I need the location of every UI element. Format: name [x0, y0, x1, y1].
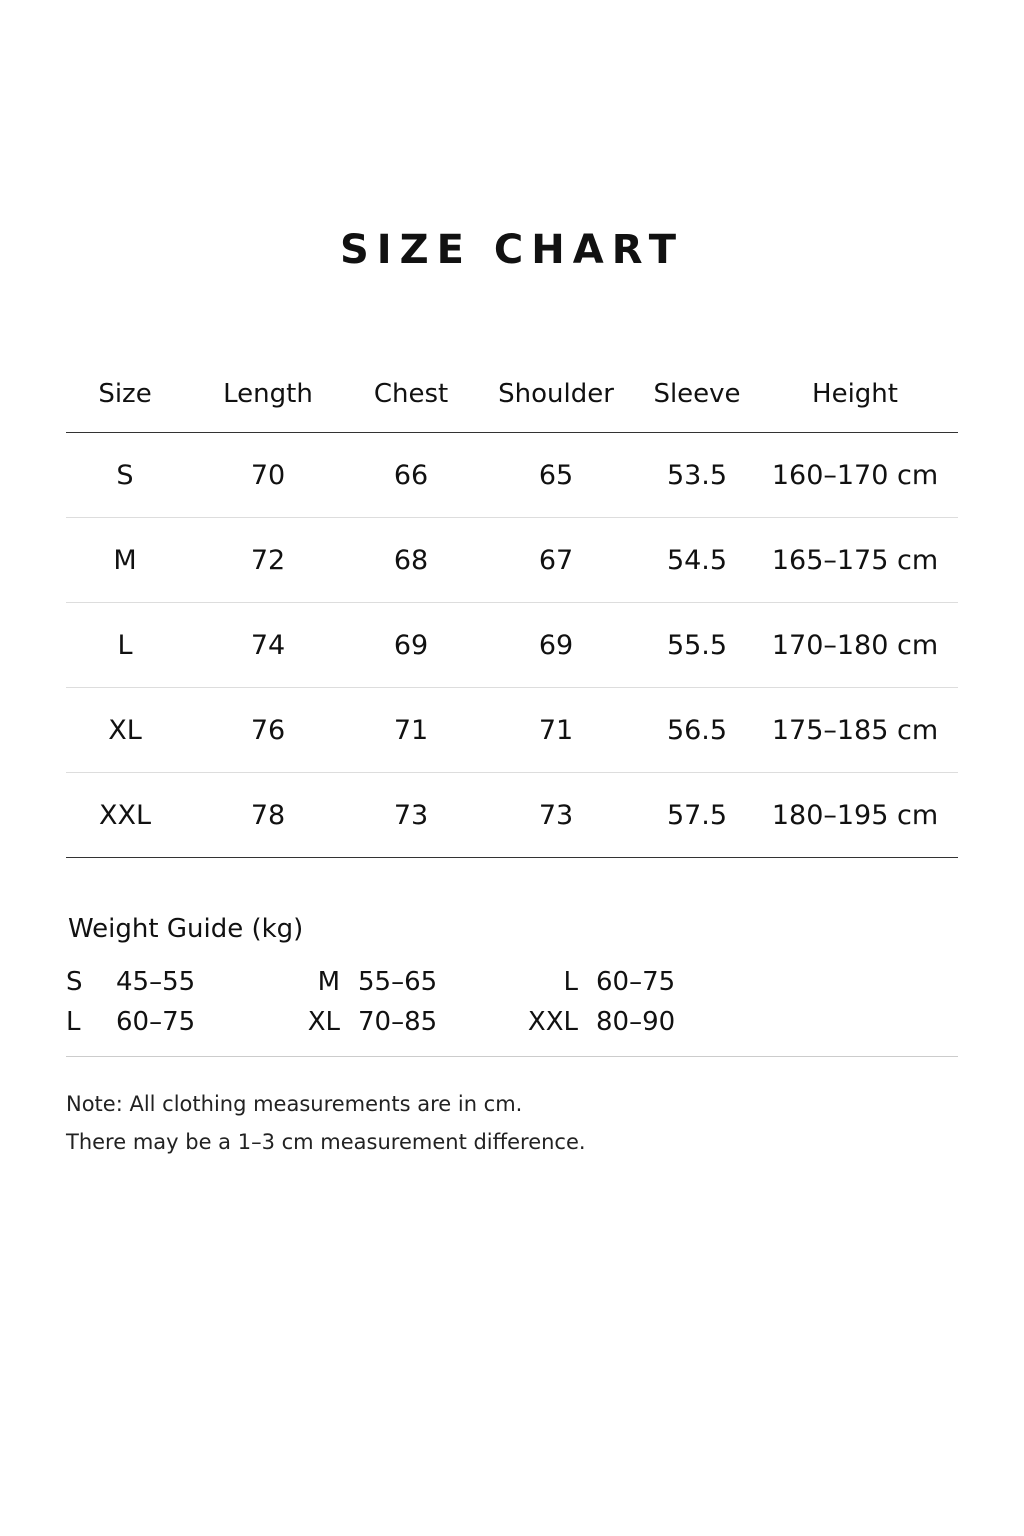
weight-size: L [66, 1007, 81, 1037]
weight-range: 60–75 [596, 967, 676, 997]
note-line-2: There may be a 1–3 cm measurement difference. [66, 1130, 586, 1154]
weight-row [66, 1002, 706, 1042]
weight-entry [296, 967, 516, 997]
cell-sleeve: 57.5 [642, 773, 752, 858]
weight-size: XXL [527, 1007, 578, 1037]
weight-size: XL [307, 1007, 340, 1037]
cell-height: 175–185 cm [752, 688, 958, 773]
cell-length: 78 [184, 773, 352, 858]
cell-size: XXL [66, 773, 184, 858]
weight-range: 45–55 [116, 967, 196, 997]
cell-height: 170–180 cm [752, 603, 958, 688]
page-title: SIZE CHART [339, 226, 685, 273]
cell-chest: 68 [352, 518, 470, 603]
cell-sleeve: 54.5 [642, 518, 752, 603]
weight-guide-grid [66, 962, 706, 1042]
weight-range: 55–65 [358, 967, 438, 997]
weight-size: S [66, 967, 83, 997]
cell-height: 165–175 cm [752, 518, 958, 603]
weight-range: 80–90 [596, 1007, 676, 1037]
cell-chest: 66 [352, 433, 470, 518]
note-line-1: Note: All clothing measurements are in cm. [66, 1092, 523, 1116]
cell-length: 72 [184, 518, 352, 603]
header-shoulder: Shoulder [470, 356, 642, 433]
table-row [66, 603, 958, 688]
cell-sleeve: 55.5 [642, 603, 752, 688]
cell-height: 180–195 cm [752, 773, 958, 858]
cell-size: L [66, 603, 184, 688]
weight-range: 70–85 [358, 1007, 438, 1037]
header-size: Size [66, 356, 184, 433]
section-divider [66, 1056, 958, 1057]
cell-shoulder: 69 [470, 603, 642, 688]
cell-shoulder: 73 [470, 773, 642, 858]
table-header-row [66, 356, 958, 433]
cell-size: XL [66, 688, 184, 773]
cell-height: 160–170 cm [752, 433, 958, 518]
cell-chest: 71 [352, 688, 470, 773]
table-row [66, 518, 958, 603]
header-sleeve: Sleeve [642, 356, 752, 433]
weight-entry [516, 1007, 706, 1037]
weight-entry [296, 1007, 516, 1037]
cell-length: 74 [184, 603, 352, 688]
table-row [66, 773, 958, 858]
weight-entry [66, 967, 296, 997]
cell-length: 76 [184, 688, 352, 773]
cell-size: M [66, 518, 184, 603]
weight-size: M [317, 967, 340, 997]
cell-sleeve: 56.5 [642, 688, 752, 773]
cell-shoulder: 65 [470, 433, 642, 518]
weight-row [66, 962, 706, 1002]
weight-entry [516, 967, 706, 997]
cell-shoulder: 71 [470, 688, 642, 773]
weight-size: L [563, 967, 578, 997]
header-chest: Chest [352, 356, 470, 433]
weight-guide-title: Weight Guide (kg) [68, 914, 304, 944]
weight-range: 60–75 [116, 1007, 196, 1037]
table-row [66, 433, 958, 518]
cell-size: S [66, 433, 184, 518]
cell-chest: 69 [352, 603, 470, 688]
weight-entry [66, 1007, 296, 1037]
cell-chest: 73 [352, 773, 470, 858]
header-height: Height [752, 356, 958, 433]
cell-length: 70 [184, 433, 352, 518]
cell-sleeve: 53.5 [642, 433, 752, 518]
cell-shoulder: 67 [470, 518, 642, 603]
table-row [66, 688, 958, 773]
size-table [66, 356, 958, 858]
header-length: Length [184, 356, 352, 433]
